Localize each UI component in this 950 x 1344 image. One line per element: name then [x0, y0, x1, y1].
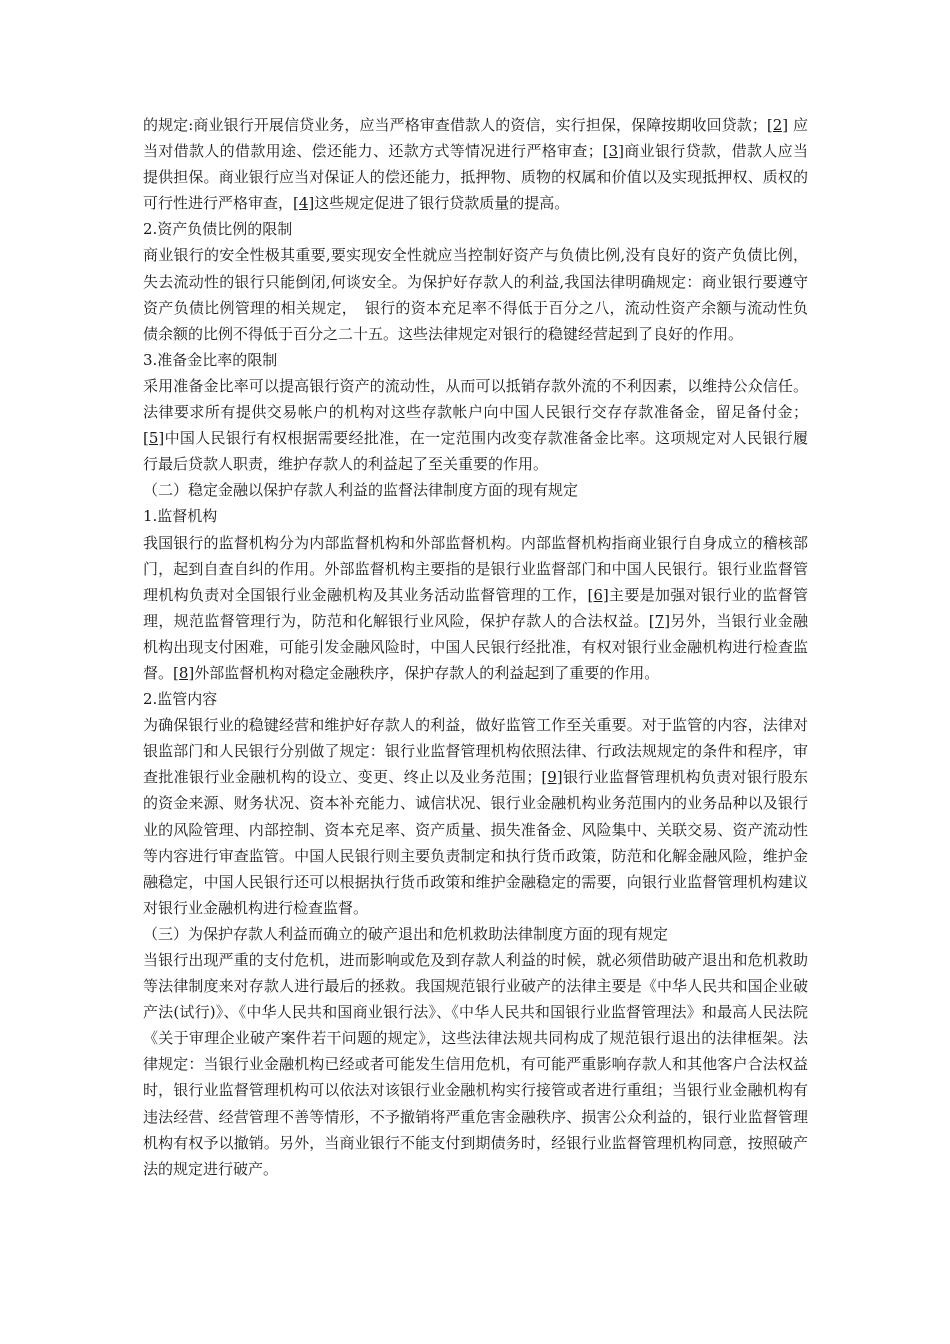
- footnote-ref-link[interactable]: [2]: [766, 116, 789, 134]
- paragraph-text: 采用准备金比率可以提高银行资产的流动性，从而可以抵销存款外流的不利因素，以维持公众信任。法律要求所有提供交易帐户的机构对这些存款帐户向中国人民银行交存存款准备金，留足备付金；: [143, 376, 808, 422]
- heading-supervisory-bodies: 1.监督机构: [143, 507, 218, 526]
- heading-section-three: （三）为保护存款人利益而确立的破产退出和危机救助法律制度方面的现有规定: [143, 924, 669, 943]
- paragraph-text: 的规定:商业银行开展信贷业务，应当严格审查借款人的资信，实行担保，保障按期收回贷款；: [143, 116, 767, 134]
- paragraph-text: 当银行出现严重的支付危机，进而影响或危及到存款人利益的时候，就必须借助破产退出和危机救助等法律制度来对存款人进行最后的拯救。我国规范银行业破产的法律主要是《中华人民共和国企业破产法(试行)》、《中华人民共和国商业银行法》、《中华人民共和国银行业监督管理法》和最高人民法院《关于审理企业破产案件若干问题的规定》，这些法律法规共同构成了规范银行退出的法律框架。法律规定：当银行业金融机构已经或者可能发生信用危机，有可能严重影响存款人和其他客户合法权益时，银行业监督管理机构可以依法对该银行业金融机构实行接管或者进行重组；当银行业金融机构有违法经营、经营管理不善等情形，不予撤销将严重危害金融秩序、损害公众利益的，银行业监督管理机构有权予以撤销。另外，当商业银行不能支付到期债务时，经银行业监督管理机构同意，按照破产法的规定进行破产。: [143, 951, 808, 1178]
- paragraph-reserve-ratio: [143, 373, 808, 477]
- paragraph-text: 商业银行的安全性极其重要,要实现安全性就应当控制好资产与负债比例,没有良好的资产负债比例，失去流动性的银行只能倒闭,何谈安全。为保护好存款人的利益,我国法律明确规定：商业银行要遵守资产负债比例管理的相关规定， 银行的资本充足率不得低于百分之八，流动性资产余额与流动性负债余额的比例不得低于百分之二十五。这些法律规定对银行的稳键经营起到了良好的作用。: [143, 246, 808, 343]
- footnote-ref-link[interactable]: [8]: [173, 663, 195, 682]
- footnote-ref-link[interactable]: [6]: [587, 585, 609, 604]
- heading-asset-liability-ratio: 2.资产负债比例的限制: [143, 220, 293, 239]
- paragraph-credit-rules: [143, 112, 808, 216]
- paragraph-supervisory-bodies: [143, 530, 808, 687]
- heading-supervision-content: 2.监管内容: [143, 690, 218, 709]
- footnote-ref-link[interactable]: [4]: [293, 194, 315, 213]
- paragraph-text: 主要是加强对银行业的监督管理，规范监督管理行为，防范和化解银行业风险，保护存款人的合法权益。: [143, 585, 808, 630]
- heading-section-two: （二）稳定金融以保护存款人利益的监督法律制度方面的现有规定: [143, 481, 579, 500]
- footnote-ref-link[interactable]: [3]: [602, 142, 624, 161]
- paragraph-asset-liability-ratio: [143, 242, 808, 346]
- paragraph-text: 中国人民银行有权根据需要经批准，在一定范围内改变存款准备金比率。这项规定对人民银行履行最后贷款人职责，维护存款人的利益起了至关重要的作用。: [143, 429, 808, 474]
- paragraph-text: 应当对借款人的借款用途、偿还能力、还款方式等情况进行严格审查；: [143, 116, 808, 161]
- paragraph-text: 为确保银行业的稳键经营和维护好存款人的利益，做好监管工作至关重要。对于监管的内容，法律对银监部门和人民银行分别做了规定：银行业监督管理机构依照法律、行政法规规定的条件和程序，审查批准银行业金融机构的设立、变更、终止以及业务范围；: [143, 716, 808, 787]
- paragraph-text: 这些规定促进了银行贷款质量的提高。: [314, 194, 570, 213]
- paragraph-text: 另外，当银行业金融机构出现支付困难，可能引发金融风险时，中国人民银行经批准，有权对银行业金融机构进行检查监督。: [143, 611, 808, 682]
- paragraph-text: 外部监督机构对稳定金融秩序，保护存款人的利益起到了重要的作用。: [194, 663, 660, 682]
- paragraph-text: 商业银行贷款，借款人应当提供担保。商业银行应当对保证人的偿还能力，抵押物、质物的权属和价值以及实现抵押权、质权的可行性进行严格审查，: [143, 142, 808, 213]
- paragraph-text: 银行业监督管理机构负责对银行股东的资金来源、财务状况、资本补充能力、诚信状况、银行业金融机构业务范围内的业务品种以及银行业的风险管理、内部控制、资本充足率、资产质量、损失准备金、风险集中、关联交易、资产流动性等内容进行审查监管。中国人民银行则主要负责制定和执行货币政策，防范和化解金融风险，维护金融稳定，中国人民银行还可以根据执行货币政策和维护金融稳定的需要，向银行业监督管理机构建议对银行业金融机构进行检查监督。: [143, 768, 808, 917]
- document-page: [143, 112, 808, 1182]
- paragraph-supervision-content: [143, 712, 808, 921]
- paragraph-text: 我国银行的监督机构分为内部监督机构和外部监督机构。内部监督机构指商业银行自身成立的稽核部门，起到自查自纠的作用。外部监督机构主要指的是银行业监督部门和中国人民银行。银行业监督管理机构负责对全国银行业金融机构及其业务活动监督管理的工作，: [143, 533, 808, 604]
- footnote-ref-link[interactable]: [9]: [541, 768, 563, 787]
- footnote-ref-link[interactable]: [7]: [648, 611, 671, 630]
- paragraph-bankruptcy-exit: [143, 947, 808, 1182]
- footnote-ref-link[interactable]: [5]: [143, 429, 165, 448]
- heading-reserve-ratio: 3.准备金比率的限制: [143, 350, 278, 369]
